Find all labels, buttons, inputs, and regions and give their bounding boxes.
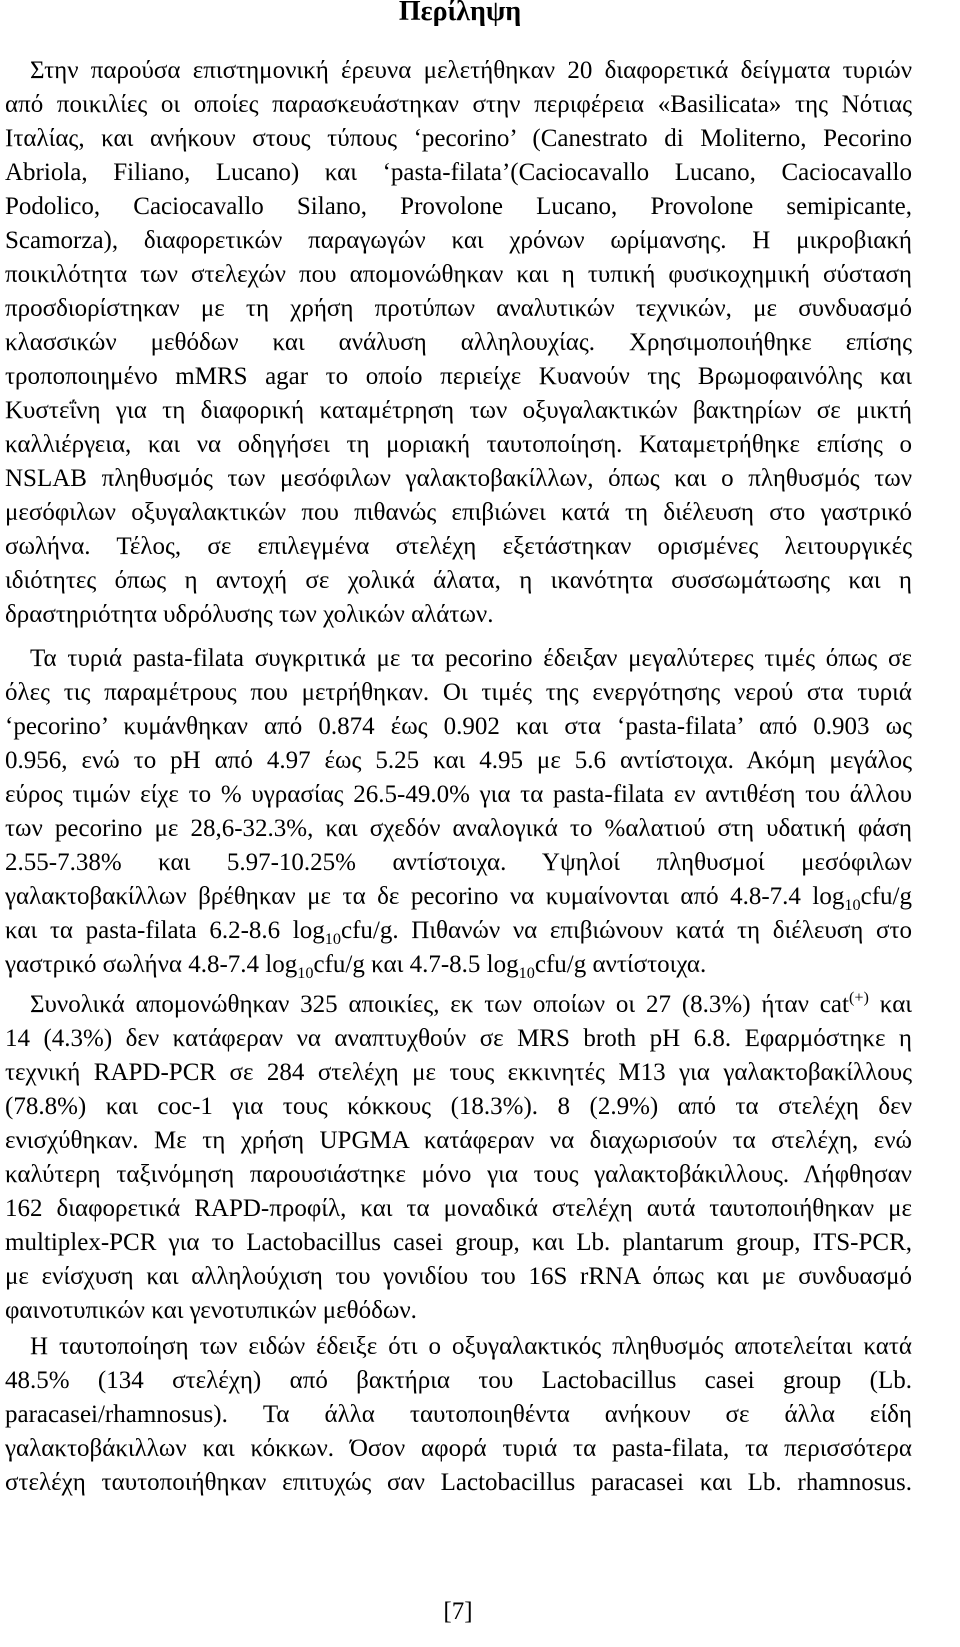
text-run: cfu/g αντίστοιχα. bbox=[534, 951, 707, 978]
text-line: δραστηριότητα υδρόλυσης των χολικών αλάτων. bbox=[5, 601, 494, 628]
text-line: Scamorza), διαφορετικών παραγωγών και χρόνων ωρίμανσης. Η μικροβιακή bbox=[5, 227, 912, 254]
text-line: 0.956, ενώ το pH από 4.97 έως 5.25 και 4.95 με 5.6 αντίστοιχα. Ακόμη μεγάλος bbox=[5, 747, 912, 774]
text-line: κλασσικών μεθόδων και ανάλυση αλληλουχίας. Χρησιμοποιήθηκε επίσης bbox=[5, 329, 912, 356]
page-number: [7] bbox=[443, 1598, 473, 1625]
text-run: γαλακτοβακίλλων βρέθηκαν με τα δε pecorino να κυμαίνονται από 4.8-7.4 log bbox=[5, 883, 845, 910]
text-run: Συνολικά απομονώθηκαν 325 αποικίες, εκ των οποίων οι 27 (8.3%) ήταν cat bbox=[30, 991, 849, 1018]
text-run: και τα pasta-filata 6.2-8.6 log bbox=[5, 917, 325, 944]
text-line: Podolico, Caciocavallo Silano, Provolone Lucano, Provolone semipicante, bbox=[5, 193, 912, 220]
text-line: 48.5% (134 στελέχη) από βακτήρια του Lactobacillus casei group (Lb. bbox=[5, 1367, 912, 1394]
text-run: cfu/g. Πιθανών να επιβιώνουν κατά τη διέλευση στο bbox=[341, 917, 912, 944]
text-line bbox=[5, 880, 912, 914]
text-line: όλες τις παραμέτρους που μετρήθηκαν. Οι τιμές της ενεργότησης νερού στα τυριά bbox=[5, 679, 912, 706]
text-line: ενισχύθηκαν. Με τη χρήση UPGMA κατάφεραν να διαχωρισούν τα στελέχη, ενώ bbox=[5, 1127, 912, 1154]
text-line bbox=[5, 948, 912, 982]
text-line: Abriola, Filiano, Lucano) και ‘pasta-filata’(Caciocavallo Lucano, Caciocavallo bbox=[5, 159, 912, 186]
page-title: Περίληψη bbox=[398, 0, 522, 27]
subscript: 10 bbox=[518, 964, 535, 982]
text-line: Η ταυτοποίηση των ειδών έδειξε ότι ο οξυγαλακτικός πληθυσμός αποτελείται κατά bbox=[30, 1333, 912, 1360]
text-line: καλύτερη ταξινόμηση παρουσιάστηκε μόνο για τους γαλακτοβάκιλλους. Λήφθησαν bbox=[5, 1161, 912, 1188]
abstract-body bbox=[5, 54, 912, 1500]
subscript: 10 bbox=[844, 896, 861, 914]
text-line: (78.8%) και coc-1 για τους κόκκους (18.3%). 8 (2.9%) από τα στελέχη δεν bbox=[5, 1093, 912, 1120]
text-line: τροποποιημένο mMRS agar το οποίο περιείχε Κυανούν της Βρωμοφαινόλης και bbox=[5, 363, 912, 390]
paragraph-2 bbox=[5, 642, 912, 982]
subscript: 10 bbox=[297, 964, 314, 982]
text-line: γαλακτοβάκιλλων και κόκκων. Όσον αφορά τυριά τα pasta-filata, τα περισσότερα bbox=[5, 1435, 912, 1462]
text-line: 162 διαφορετικά RAPD-προφίλ, και τα μοναδικά στελέχη αυτά ταυτοποιήθηκαν με bbox=[5, 1195, 912, 1222]
text-line: από ποικιλίες οι οποίες παρασκευάστηκαν στην περιφέρεια «Basilicata» της Νότιας bbox=[5, 91, 912, 118]
text-line: paracasei/rhamnosus). Τα άλλα ταυτοποιηθέντα ανήκουν σε άλλα είδη bbox=[5, 1401, 912, 1428]
text-line: μεσόφιλων οξυγαλακτικών που πιθανώς επιβιώνει κατά τη διέλευση στο γαστρικό bbox=[5, 499, 912, 526]
text-line: ιδιότητες όπως η αντοχή σε χολικά άλατα, η ικανότητα συσσωμάτωσης και η bbox=[5, 567, 912, 594]
text-line: τεχνική RAPD-PCR σε 284 στελέχη με τους εκκινητές M13 για γαλακτοβακίλλους bbox=[5, 1059, 912, 1086]
text-line: NSLAB πληθυσμός των μεσόφιλων γαλακτοβακίλλων, όπως και ο πληθυσμός των bbox=[5, 465, 912, 492]
text-line: 2.55-7.38% και 5.97-10.25% αντίστοιχα. Υψηλοί πληθυσμοί μεσόφιλων bbox=[5, 849, 912, 876]
text-run: και bbox=[868, 991, 913, 1018]
text-line: των pecorino με 28,6-32.3%, και σχεδόν αναλογικά το %αλατιού στη υδατική φάση bbox=[5, 815, 912, 842]
superscript: (+) bbox=[848, 988, 869, 1007]
text-line: προσδιορίστηκαν με τη χρήση προτύπων αναλυτικών τεχνικών, με συνδυασμό bbox=[5, 295, 912, 322]
paragraph-3 bbox=[5, 988, 912, 1328]
text-run: cfu/g bbox=[860, 883, 912, 910]
text-line: σωλήνα. Τέλος, σε επιλεγμένα στελέχη εξετάστηκαν ορισμένες λειτουργικές bbox=[5, 533, 912, 560]
text-line: multiplex-PCR για το Lactobacillus casei group, και Lb. plantarum group, ITS-PCR, bbox=[5, 1229, 912, 1256]
text-line: φαινοτυπικών και γενοτυπικών μεθόδων. bbox=[5, 1297, 417, 1324]
text-line: 14 (4.3%) δεν κατάφεραν να αναπτυχθούν σε MRS broth pH 6.8. Εφαρμόστηκε η bbox=[5, 1025, 912, 1052]
text-line: Ιταλίας, και ανήκουν στους τύπους ‘pecorino’ (Canestrato di Moliterno, Pecorino bbox=[5, 125, 912, 152]
text-line: εύρος τιμών είχε το % υγρασίας 26.5-49.0% για τα pasta-filata εν αντιθέση του άλλου bbox=[5, 781, 912, 808]
text-line: καλλιέργεια, και να οδηγήσει τη μοριακή ταυτοποίηση. Καταμετρήθηκε επίσης ο bbox=[5, 431, 912, 458]
text-line: Κυστεΐνη για τη διαφορική καταμέτρηση των οξυγαλακτικών βακτηρίων σε μικτή bbox=[5, 397, 912, 424]
text-run: γαστρικό σωλήνα 4.8-7.4 log bbox=[5, 951, 298, 978]
text-line: Τα τυριά pasta-filata συγκριτικά με τα pecorino έδειξαν μεγαλύτερες τιμές όπως σε bbox=[30, 645, 912, 672]
subscript: 10 bbox=[324, 930, 341, 948]
text-line: στελέχη ταυτοποιήθηκαν επιτυχώς σαν Lactobacillus paracasei και Lb. rhamnosus. bbox=[5, 1469, 912, 1496]
text-line: ‘pecorino’ κυμάνθηκαν από 0.874 έως 0.902 και στα ‘pasta-filata’ από 0.903 ως bbox=[5, 713, 912, 740]
text-run: cfu/g και 4.7-8.5 log bbox=[313, 951, 519, 978]
text-line: Στην παρούσα επιστημονική έρευνα μελετήθηκαν 20 διαφορετικά δείγματα τυριών bbox=[30, 57, 912, 84]
text-line bbox=[5, 988, 912, 1022]
paragraph-4 bbox=[5, 1330, 912, 1500]
text-line: ποικιλότητα των στελεχών που απομονώθηκαν και η τυπική φυσικοχημική σύσταση bbox=[5, 261, 912, 288]
text-line: με ενίσχυση και αλληλούχιση του γονιδίου του 16S rRNA όπως και με συνδυασμό bbox=[5, 1263, 912, 1290]
paragraph-1 bbox=[5, 54, 912, 632]
text-line bbox=[5, 914, 912, 948]
